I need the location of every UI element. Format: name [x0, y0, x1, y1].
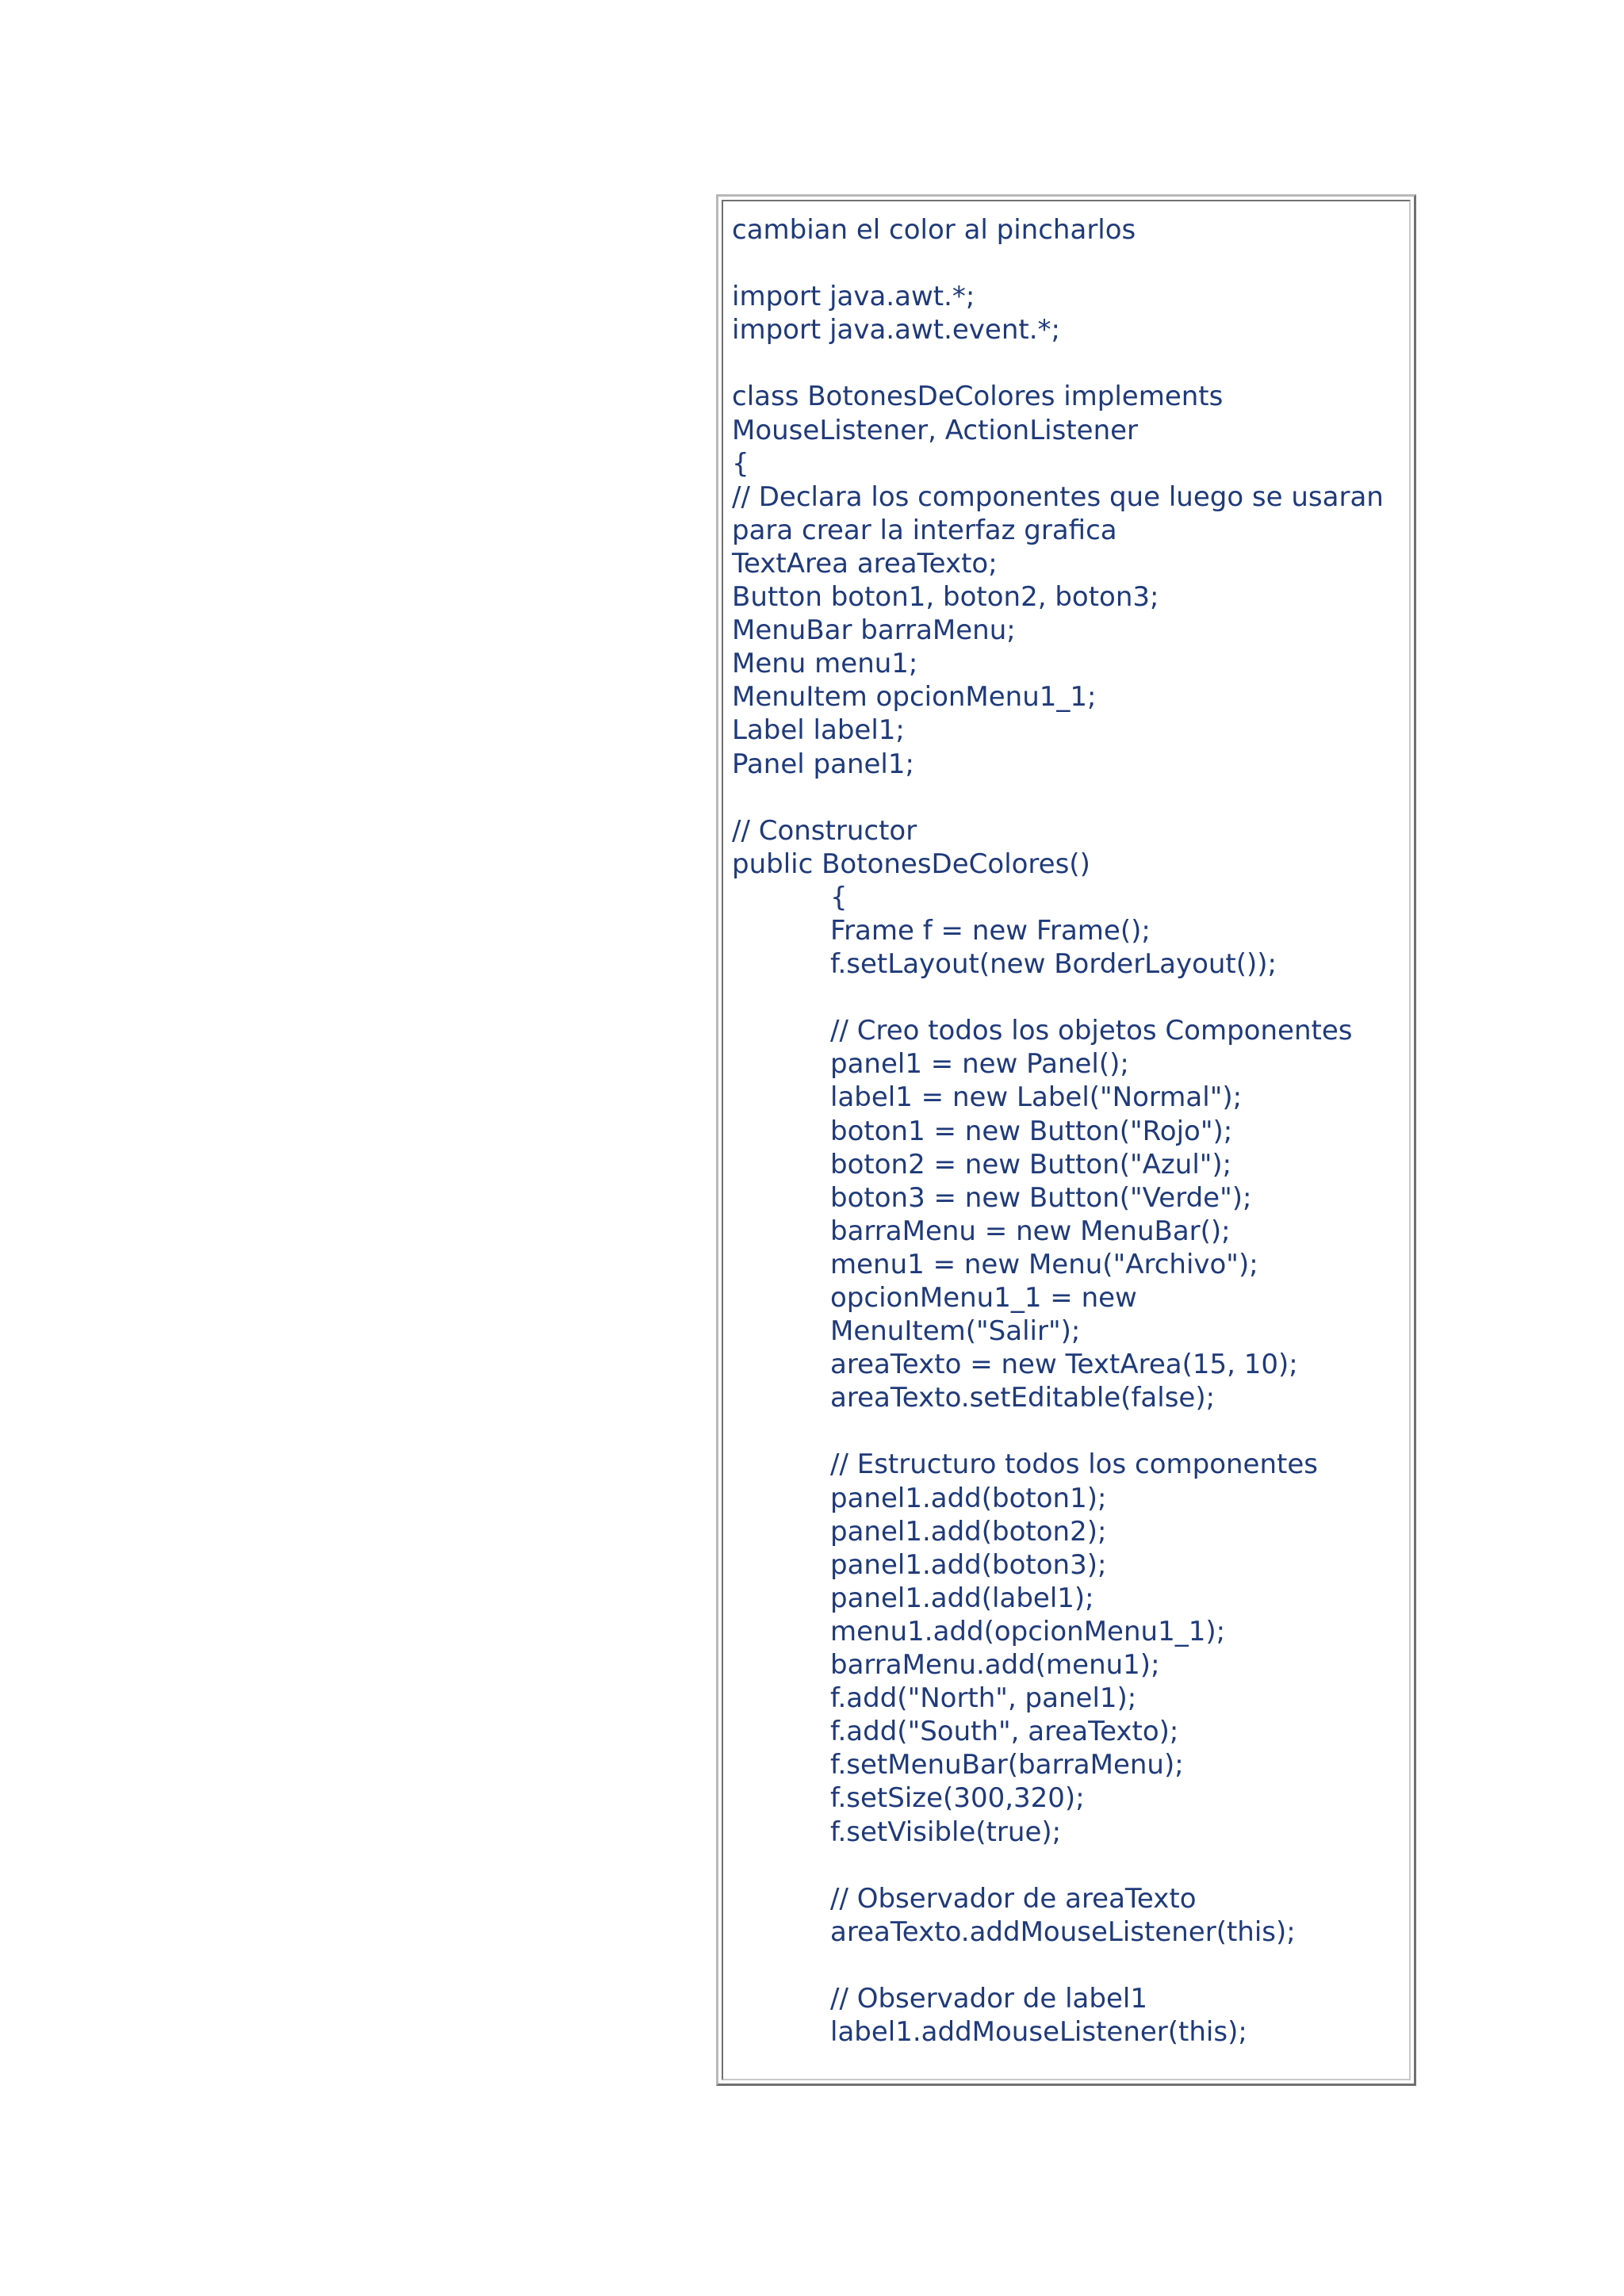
- code-line: // Observador de areaTexto: [830, 1882, 1197, 1915]
- code-line: label1.addMouseListener(this);: [830, 2016, 1247, 2049]
- code-line: Menu menu1;: [732, 648, 918, 680]
- code-listing-box: [716, 194, 1416, 2086]
- code-line: panel1.add(label1);: [830, 1582, 1094, 1614]
- code-line: // Constructor: [732, 814, 917, 847]
- code-line: import java.awt.*;: [732, 281, 975, 313]
- code-line: MenuItem("Salir");: [830, 1315, 1081, 1348]
- code-line: cambian el color al pincharlos: [732, 214, 1136, 246]
- code-line: f.add("North", panel1);: [830, 1682, 1137, 1715]
- code-line: areaTexto.setEditable(false);: [830, 1382, 1216, 1414]
- blank-code-line: [732, 346, 1384, 380]
- code-line: areaTexto = new TextArea(15, 10);: [830, 1349, 1298, 1381]
- blank-code-line: [732, 781, 1384, 814]
- code-line: barraMenu = new MenuBar();: [830, 1215, 1231, 1247]
- code-line: // Observador de label1: [830, 1982, 1147, 2015]
- code-line: para crear la interfaz grafica: [732, 514, 1117, 546]
- code-line: boton1 = new Button("Rojo");: [830, 1115, 1233, 1147]
- code-line: panel1 = new Panel();: [830, 1048, 1129, 1081]
- code-line: // Declara los componentes que luego se usaran: [732, 480, 1384, 513]
- code-line: label1 = new Label("Normal");: [830, 1081, 1243, 1114]
- blank-code-line: [732, 1949, 1384, 1982]
- code-line: // Estructuro todos los componentes: [830, 1448, 1318, 1481]
- code-line: Button boton1, boton2, boton3;: [732, 581, 1159, 614]
- code-line: panel1.add(boton3);: [830, 1548, 1107, 1581]
- code-line: boton3 = new Button("Verde");: [830, 1181, 1252, 1214]
- code-line: TextArea areaTexto;: [732, 547, 998, 580]
- code-line: f.setVisible(true);: [830, 1816, 1062, 1848]
- blank-code-line: [732, 1849, 1384, 1882]
- code-line: class BotonesDeColores implements: [732, 381, 1224, 413]
- code-line: menu1.add(opcionMenu1_1);: [830, 1615, 1226, 1647]
- blank-code-line: [732, 981, 1384, 1014]
- code-line: panel1.add(boton2);: [830, 1515, 1107, 1548]
- code-lines: [732, 213, 1384, 2049]
- code-line: opcionMenu1_1 = new: [830, 1282, 1137, 1314]
- code-line: f.setSize(300,320);: [830, 1782, 1085, 1815]
- code-listing-inner-border: [722, 200, 1411, 2080]
- code-line: // Creo todos los objetos Componentes: [830, 1015, 1353, 1047]
- code-line: barraMenu.add(menu1);: [830, 1649, 1160, 1682]
- code-line: panel1.add(boton1);: [830, 1482, 1107, 1514]
- code-line: MenuBar barraMenu;: [732, 614, 1016, 647]
- code-line: Label label1;: [732, 714, 905, 747]
- code-line: f.add("South", areaTexto);: [830, 1716, 1179, 1748]
- code-line: MenuItem opcionMenu1_1;: [732, 681, 1097, 714]
- code-line: f.setLayout(new BorderLayout());: [830, 948, 1277, 981]
- blank-code-line: [732, 1414, 1384, 1448]
- code-line: f.setMenuBar(barraMenu);: [830, 1749, 1184, 1781]
- code-line: boton2 = new Button("Azul");: [830, 1148, 1232, 1181]
- code-line: import java.awt.event.*;: [732, 314, 1060, 346]
- code-line: public BotonesDeColores(): [732, 848, 1090, 880]
- code-line: areaTexto.addMouseListener(this);: [830, 1915, 1296, 1948]
- blank-code-line: [732, 247, 1384, 280]
- code-line: Panel panel1;: [732, 748, 914, 780]
- code-line: {: [732, 447, 749, 480]
- code-line: MouseListener, ActionListener: [732, 414, 1139, 446]
- code-line: {: [830, 881, 848, 913]
- code-line: menu1 = new Menu("Archivo");: [830, 1248, 1258, 1280]
- code-line: Frame f = new Frame();: [830, 914, 1151, 947]
